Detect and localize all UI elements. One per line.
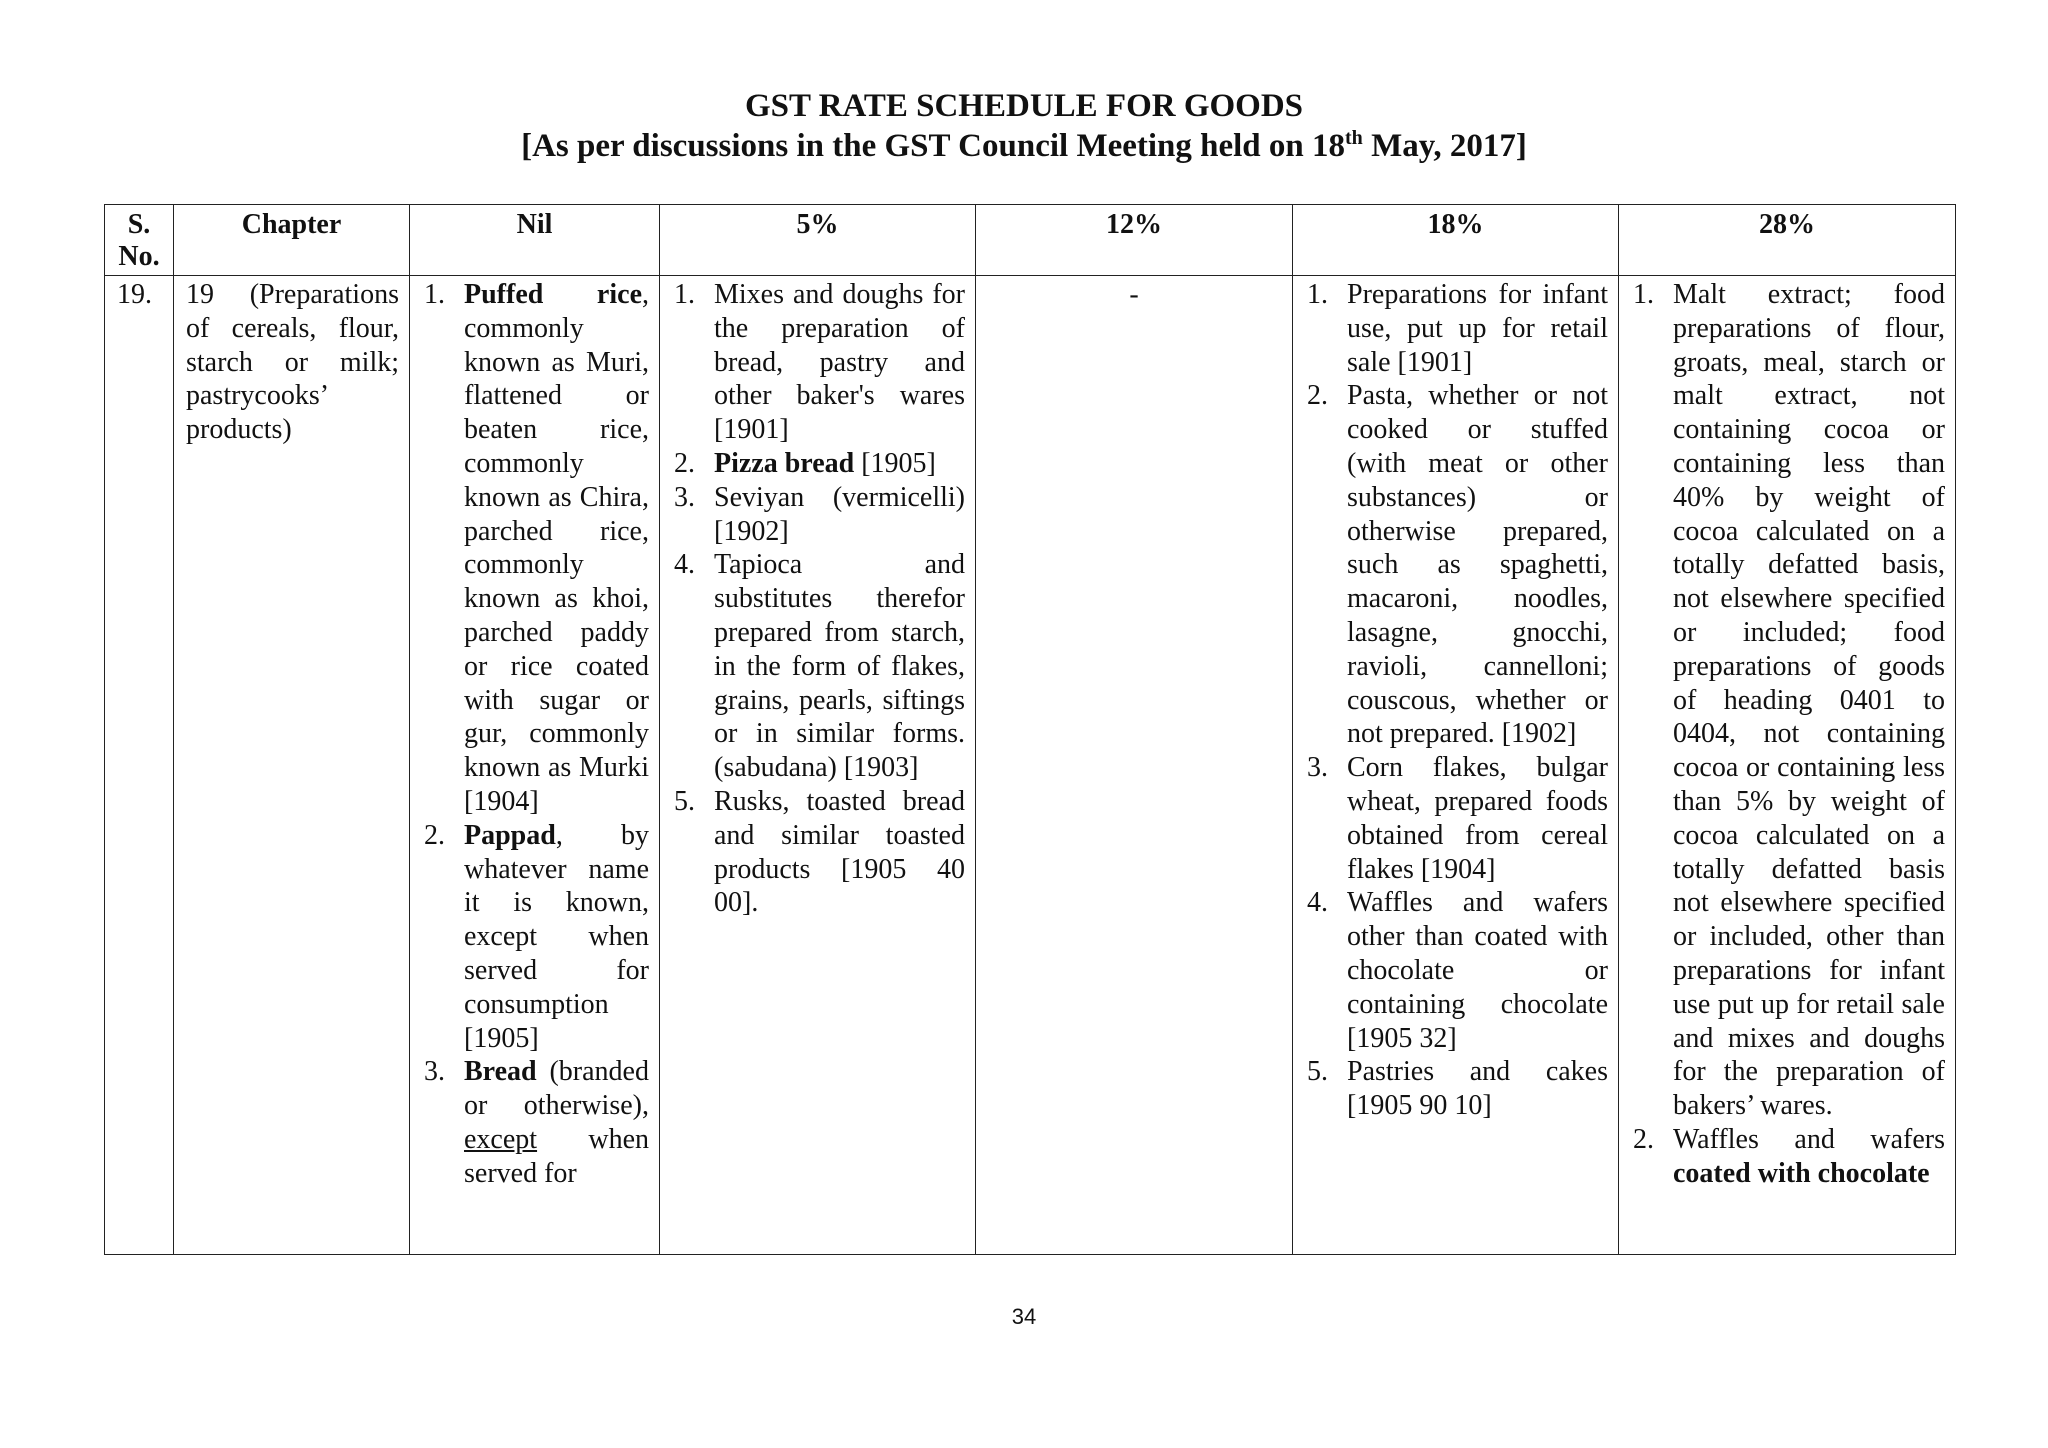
item-text: Pasta, whether or not cooked or stuffed (with meat or other substances) or otherwise prepared, such as spaghetti, macaroni, noodles, lasagne, gnocchi, ravioli, cannelloni; couscous, whether or not prepared. [1902] [1347,380,1608,750]
item-text: Malt extract; food preparations of flour, groats, meal, starch or malt extract, not containing cocoa or containing less than 40% by weight of cocoa calculated on a totally defatted basis, not elsewhere specified or included; food preparations of goods of heading 0401 to 0404, not containing cocoa or containing less than 5% by weight of cocoa calculated on a totally defatted basis not elsewhere specified or included, other than preparations for infant use put up for retail sale and mixes and doughs for the preparation of bakers’ wares. [1673,279,1945,1122]
cell-5-percent [660,276,976,1255]
item-text: Pastries and cakes [1905 90 10] [1347,1056,1608,1122]
item-text: Mixes and doughs for the preparation of bread, pastry and other baker's wares [1901] [714,279,965,446]
list-item [670,785,965,920]
table-row [105,276,1956,1255]
item-text: Waffles and wafers [1673,1123,1945,1155]
item-bold-text: Pappad [464,819,556,851]
item-text-tail: when served for [464,1123,649,1189]
item-number: 3. [674,481,695,513]
item-text: , by whatever name it is known, except when served for consumption [1905] [464,819,649,1054]
item-number: 4. [674,549,695,581]
item-text: Corn flakes, bulgar wheat, prepared foods obtained from cereal flakes [1904] [1347,752,1608,885]
item-number: 5. [1307,1056,1328,1088]
item-text: [1905] [854,447,936,479]
item-number: 1. [424,279,445,310]
item-bold-text: Puffed rice [464,279,642,310]
header-nil: Nil [410,205,660,276]
item-number: 1. [1633,279,1654,310]
header-28-percent: 28% [1619,205,1956,276]
item-underlined-text: except [464,1123,538,1155]
header-5-percent: 5% [660,205,976,276]
list-item [1303,278,1608,379]
list-item [1303,886,1608,1055]
list-item [670,278,965,447]
subtitle-text-end: May, 2017] [1362,128,1527,164]
item-number: 4. [1307,887,1328,919]
list-item [420,819,649,1056]
header-sno: S. No. [105,205,174,276]
item-bold-text: coated with chocolate [1673,1157,1930,1189]
list-item [1629,278,1945,1123]
item-number: 1. [1307,279,1328,310]
list-item [420,278,649,819]
item-number: 2. [674,447,695,479]
gst-rate-table [104,204,1956,1255]
list-item [670,447,965,481]
item-number: 5. [674,785,695,817]
list-item [670,481,965,549]
list-item [1629,1123,1945,1191]
table-header-row [105,205,1956,276]
item-text: Rusks, toasted bread and similar toasted products [1905 40 00]. [714,785,965,919]
item-number: 2. [1307,380,1328,412]
item-text: Preparations for infant use, put up for retail sale [1901] [1347,279,1608,378]
document-subtitle [0,126,2048,166]
item-number: 2. [1633,1123,1654,1155]
item-text: Seviyan (vermicelli) [1902] [714,481,965,547]
list-item [1303,1055,1608,1123]
item-number: 1. [674,279,695,310]
item-number: 3. [1307,752,1328,784]
item-text: Waffles and wafers other than coated with chocolate or containing chocolate [1905 32] [1347,887,1608,1054]
item-bold-text: Bread [464,1056,537,1088]
subtitle-text: [As per discussions in the GST Council Meeting held on 18 [521,128,1346,164]
page-number: 34 [1011,1304,1037,1329]
cell-18-percent [1293,276,1619,1255]
cell-sno: 19. [105,276,174,1255]
list-item [420,1055,649,1190]
item-bold-text: Pizza bread [714,447,855,479]
list-item [1303,379,1608,751]
cell-12-percent: - [976,276,1293,1255]
subtitle-superscript: th [1345,127,1363,149]
item-text: (branded or otherwise), [464,1056,649,1122]
header-chapter: Chapter [174,205,410,276]
cell-28-percent [1619,276,1956,1255]
header-12-percent: 12% [976,205,1293,276]
item-number: 3. [424,1056,445,1088]
header-18-percent: 18% [1293,205,1619,276]
item-text: Tapioca and substitutes therefor prepared from starch, in the form of flakes, grains, pearls, siftings or in similar forms. (sabudana) [1903] [714,549,965,784]
list-item [670,548,965,785]
item-number: 2. [424,819,445,851]
list-item [1303,751,1608,886]
document-title: GST RATE SCHEDULE FOR GOODS [744,88,1304,124]
item-text: , commonly known as Muri, flattened or beaten rice, commonly known as Chira, parched rice, commonly known as khoi, parched paddy or rice coated with sugar or gur, commonly known as Murki [1904] [464,279,649,817]
cell-nil [410,276,660,1255]
cell-chapter: 19 (Preparations of cereals, flour, starch or milk; pastrycooks’ products) [174,276,410,1255]
